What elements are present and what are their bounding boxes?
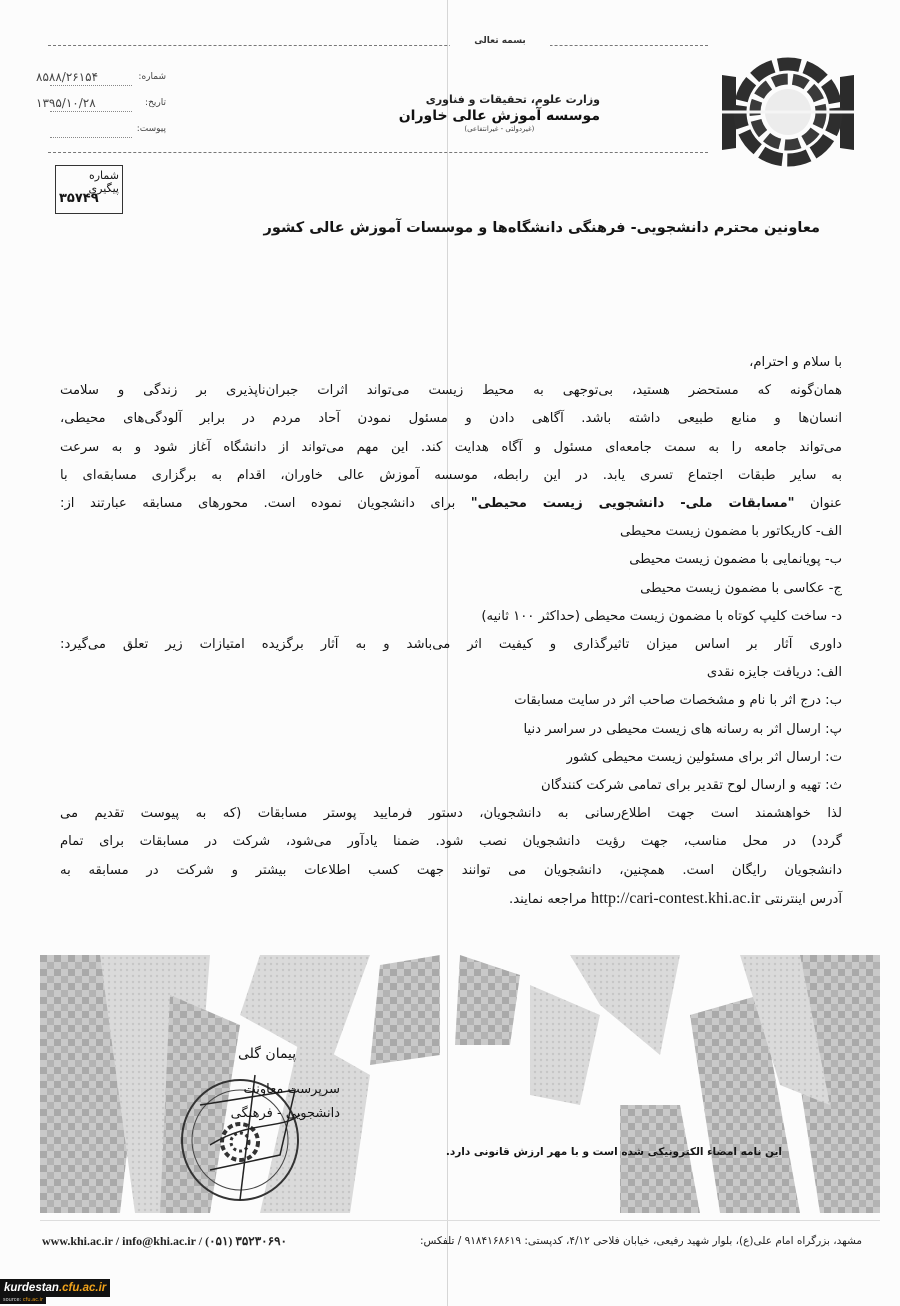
paragraph-line: همان‌گونه که مستحضر هستید، بی‌توجهی به محیط زیست می‌تواند اثرات جبران‌ناپذیری بر زندگی و سلامت (60, 383, 842, 399)
meta-attachment (36, 122, 166, 138)
watermark-main (0, 1279, 110, 1297)
number-value: ۸۵۸۸/۲۶۱۵۴ (36, 70, 99, 84)
footer-contact: www.khi.ac.ir / info@khi.ac.ir / (۰۵۱) ۳۵۲۳۰۶۹۰ (42, 1234, 287, 1248)
watermark-domain: .cfu.ac.ir (58, 1282, 107, 1294)
address-line (60, 885, 842, 914)
meta-number (36, 70, 166, 86)
address-prefix: آدرس اینترنتی (764, 891, 842, 907)
closing-line: دانشجویان رایگان است. همچنین، دانشجویان می توانند جهت کسب اطلاعات بیشتر و شرکت در مسابقه به (60, 862, 842, 878)
greeting: با سلام و احترام، (749, 355, 842, 370)
contest-title-line (60, 490, 842, 518)
header-rule-top (48, 45, 708, 47)
electronic-signature-note: این نامه امضاء الکترونیکی شده است و با مهر ارزش قانونی دارد. (445, 1146, 782, 1158)
paragraph-line: می‌تواند جامعه را به سمت جامعه‌ای مسئول و آگاه هدایت کند. این مهم می‌تواند از دانشگاه آغاز شود و به سرعت (60, 439, 842, 455)
prize-item: ب: درج اثر با نام و مشخصات صاحب اثر در سایت مسابقات (514, 693, 842, 709)
tracking-number: ۳۵۷۴۹ (59, 191, 99, 206)
institution-type: (غیردولتی - غیرانتفاعی) (464, 125, 535, 133)
footer-divider (40, 1220, 880, 1221)
number-label: شماره: (138, 72, 166, 82)
prize-item: پ: ارسال اثر به رسانه های زیست محیطی در سراسر دنیا (523, 721, 842, 737)
signer-title-line2: دانشجویی - فرهنگی (230, 1106, 340, 1121)
watermark-source-label: source: (3, 1297, 23, 1303)
contest-website-link[interactable]: http://cari-contest.khi.ac.ir (591, 889, 761, 907)
meta-date (36, 96, 166, 112)
footer-address: مشهد، بزرگراه امام علی(ع)، بلوار شهید رفیعی، خیابان فلاحی ۴/۱۲، کدپستی: ۹۱۸۴۱۶۸۶۱۹ / تلفکس: (419, 1235, 862, 1247)
title-prefix: عنوان (794, 496, 842, 512)
paragraph-line: انسان‌ها و منابع طبیعی داشته باشد. آگاهی دادن و مسئول نمودن آحاد مردم در برابر آلودگی‌های محیطی، (60, 411, 842, 427)
tracking-box (55, 165, 123, 214)
date-label: تاریخ: (145, 98, 166, 108)
prize-item: الف: دریافت جایزه نقدی (706, 665, 842, 681)
date-value: ۱۳۹۵/۱۰/۲۸ (36, 96, 96, 110)
watermark-source-domain: cfu.ac.ir (22, 1297, 44, 1303)
prize-item: ت: ارسال اثر برای مسئولین زیست محیطی کشور (566, 749, 842, 765)
ministry-name: وزارت علوم، تحقیقات و فناوری (425, 93, 600, 106)
attachment-label: پیوست: (136, 124, 166, 134)
header-rule-bottom (48, 152, 708, 154)
watermark-sub (0, 1296, 46, 1304)
basmala: بسمه تعالی (450, 36, 550, 46)
title-suffix: برای دانشجویان نموده است. محورهای مسابقه عبارتند از: (60, 496, 471, 512)
watermark-site: kurdestan (4, 1282, 59, 1294)
contest-title: "مسابقات ملی- دانشجویی زیست محیطی" (470, 496, 795, 512)
closing-line: گردد) در محل مناسب، جهت رؤیت دانشجویان نصب شود. ضمنا یادآور می‌شود، شرکت در مسابقات برای تمام (60, 834, 842, 850)
prize-item: ث: تهیه و ارسال لوح تقدیر برای تمامی شرکت کنندگان (541, 778, 842, 794)
institution-name: موسسه آموزش عالی خاوران (398, 108, 600, 124)
topic-item: ج- عکاسی با مضمون زیست محیطی (640, 580, 842, 596)
site-watermark (0, 1276, 110, 1306)
background-arc-pattern-icon (40, 955, 880, 1213)
letterhead-org (399, 93, 600, 133)
paragraph-line: به سایر طبقات اجتماع تسری یابد. در این رابطه، موسسه آموزش عالی خاوران، اقدام به برگزاری مسابقه‌ای با (60, 467, 842, 483)
signer-title-line1: سرپرست معاونت (243, 1082, 340, 1097)
topic-item: د- ساخت کلیپ کوتاه با مضمون زیست محیطی (حداکثر ۱۰۰ ثانیه) (481, 608, 842, 624)
topic-item: الف- کاریکاتور با مضمون زیست محیطی (620, 524, 842, 540)
closing-line: لذا خواهشمند است جهت اطلاع‌رسانی به دانشجویان، دستور فرمایید پوستر مسابقات (که به پیوست تقدیم می (60, 806, 842, 822)
topic-item: ب- پویانمایی با مضمون زیست محیطی (629, 552, 842, 568)
letter-body (60, 349, 842, 914)
signer-title (180, 1078, 340, 1126)
tracking-label: شماره پیگیری (88, 169, 119, 195)
judging-text: داوری آثار بر اساس میزان تاثیرگذاری و کیفیت اثر می‌باشد و به آثار برگزیده امتیازات زیر تعلق می‌گیرد: (60, 637, 842, 653)
addressee: معاونین محترم دانشجویی- فرهنگی دانشگاه‌ها و موسسات آموزش عالی کشور (263, 220, 820, 236)
khavaran-logo-icon (722, 55, 854, 170)
signer-name: پیمان گلی (238, 1046, 297, 1062)
address-suffix: مراجعه نمایند. (509, 891, 587, 907)
